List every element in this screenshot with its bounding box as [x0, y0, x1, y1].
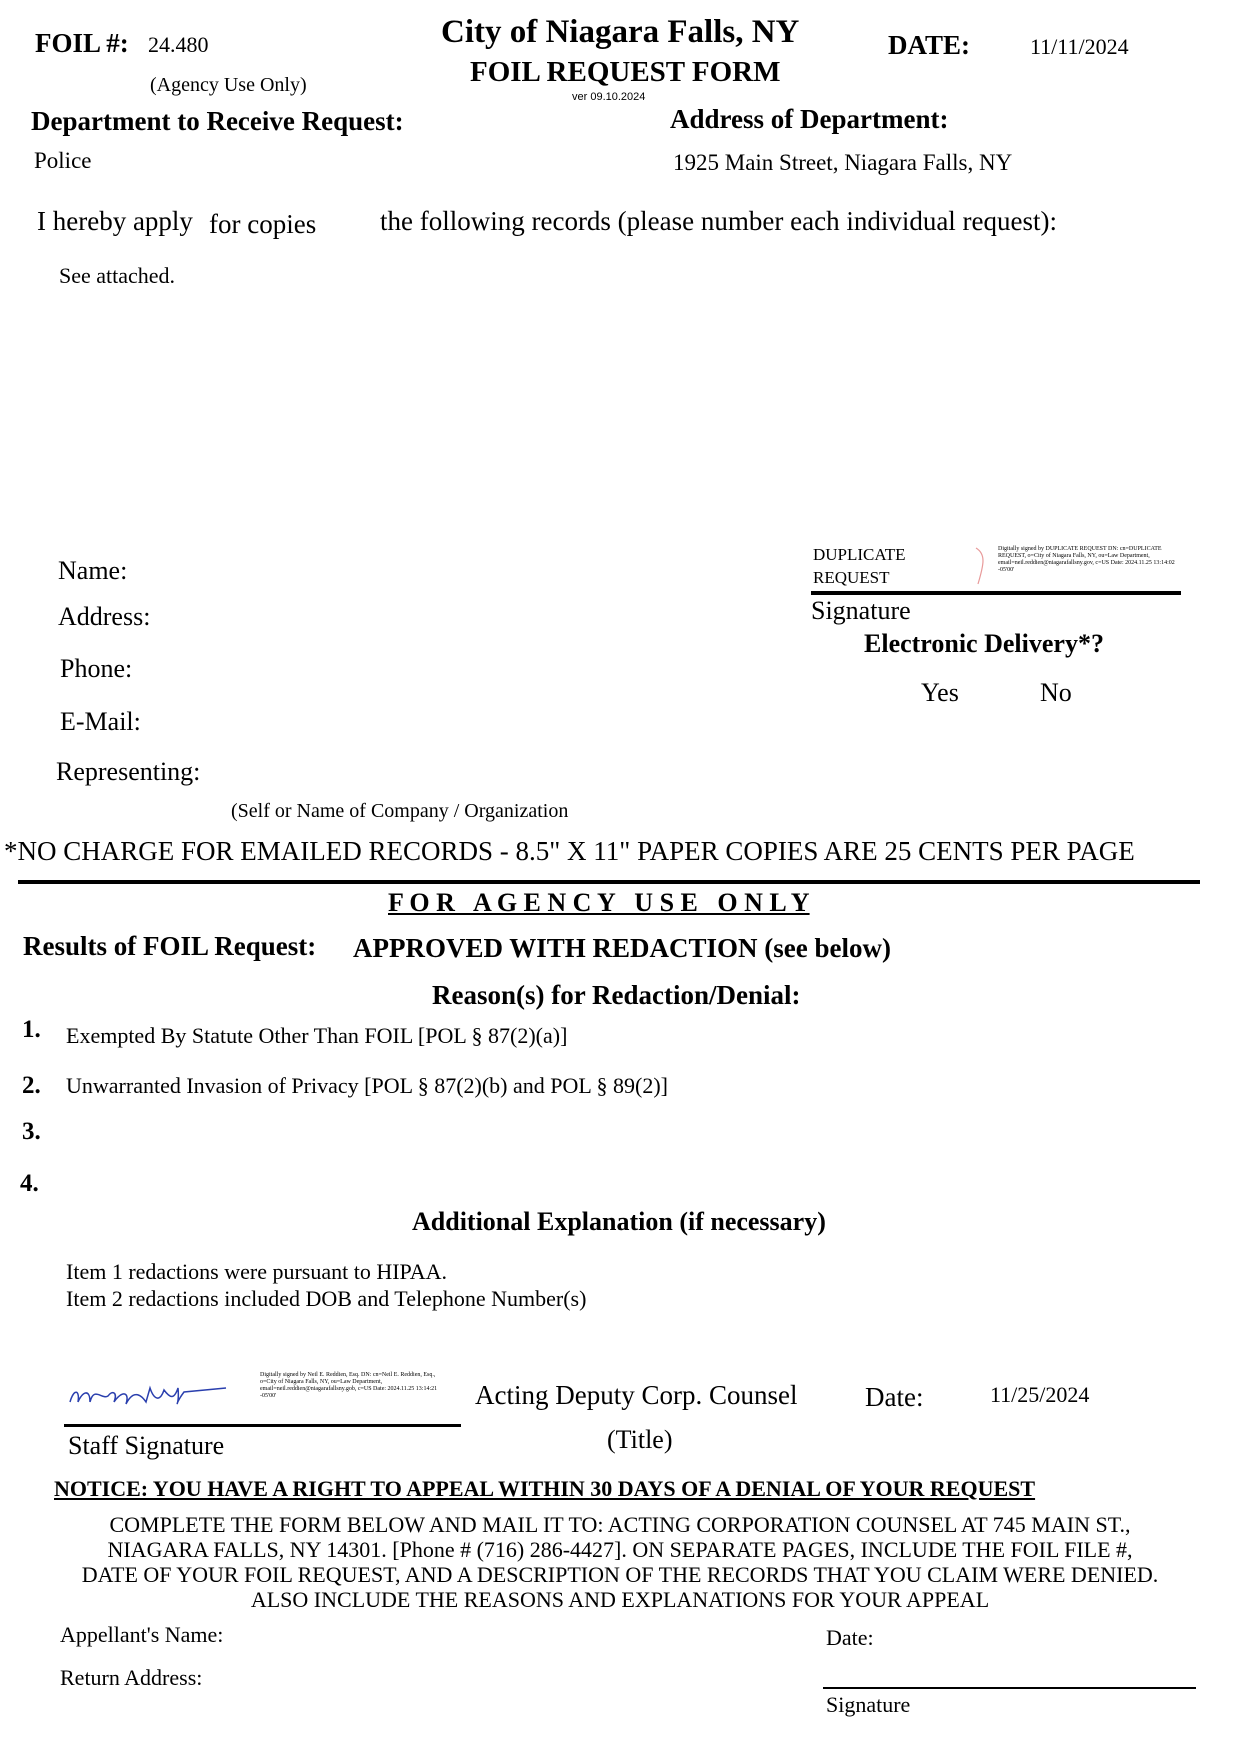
name-label: Name: — [58, 556, 128, 585]
return-address-label: Return Address: — [60, 1665, 203, 1690]
appeal-notice: NOTICE: YOU HAVE A RIGHT TO APPEAL WITHIN 30 DAYS OF A DENIAL OF YOUR REQUEST — [54, 1476, 1036, 1501]
form-version: ver 09.10.2024 — [572, 91, 646, 103]
phone-label: Phone: — [60, 654, 133, 683]
reasons-heading: Reason(s) for Redaction/Denial: — [432, 980, 801, 1010]
signature-flourish-icon — [970, 544, 1000, 588]
department-address-label: Address of Department: — [670, 104, 949, 134]
foil-number-label: FOIL #: — [35, 28, 129, 58]
reason-number-3: 3. — [22, 1118, 41, 1145]
charge-notice: *NO CHARGE FOR EMAILED RECORDS - 8.5" X 11" PAPER COPIES ARE 25 CENTS PER PAGE — [4, 836, 1135, 866]
results-value[interactable]: APPROVED WITH REDACTION (see below) — [353, 933, 891, 963]
signature-line — [811, 591, 1181, 595]
digital-signature-text: Digitally signed by DUPLICATE REQUEST DN: cn=DUPLICATE REQUEST, o=City of Niagara Falls, NY, ou=Law Department, email=neil.reddien@niagarafallsny.gov, c=US Date: 2024.11.25 13:14:02 -05'00' — [998, 546, 1175, 573]
foil-number-value[interactable]: 24.480 — [148, 32, 209, 57]
date-label: DATE: — [888, 30, 971, 60]
appeal-signature-line — [823, 1687, 1196, 1689]
reason-number-4: 4. — [20, 1170, 39, 1197]
department-receive-label: Department to Receive Request: — [31, 106, 404, 136]
staff-signature-line — [64, 1424, 461, 1427]
apply-text-part2: for copies — [209, 209, 317, 239]
form-title: FOIL REQUEST FORM — [470, 56, 781, 88]
signer-name-line1: DUPLICATE — [813, 545, 906, 564]
title-label: (Title) — [607, 1425, 673, 1454]
appeal-signature-label[interactable]: Signature — [826, 1692, 911, 1717]
staff-date-value[interactable]: 11/25/2024 — [990, 1382, 1090, 1407]
reason-number-2: 2. — [22, 1072, 41, 1099]
staff-digital-signature-text: Digitally signed by Neil E. Reddien, Esq. DN: cn=Neil E. Reddien, Esq., o=City of Niagara Falls, NY, ou=Law Department, email=neil.reddien@niagarafallsny.gob, c=US Date: 2024.11.25 13:14:21 -05'00' — [260, 1372, 438, 1399]
results-label: Results of FOIL Request: — [23, 931, 317, 961]
explanation-line-2[interactable]: Item 2 redactions included DOB and Telephone Number(s) — [66, 1286, 587, 1311]
request-body[interactable]: See attached. — [59, 263, 176, 288]
electronic-delivery-no[interactable]: No — [1040, 678, 1072, 707]
reason-number-1: 1. — [22, 1016, 41, 1043]
email-label: E-Mail: — [60, 707, 141, 736]
staff-signature-label[interactable]: Staff Signature — [68, 1431, 225, 1460]
electronic-delivery-label: Electronic Delivery*? — [864, 629, 1104, 658]
appeal-instructions-line-4: ALSO INCLUDE THE REASONS AND EXPLANATIONS FOR YOUR APPEAL — [250, 1587, 990, 1612]
signature-label[interactable]: Signature — [811, 596, 911, 625]
agency-use-note: (Agency Use Only) — [150, 74, 307, 96]
explanation-heading: Additional Explanation (if necessary) — [412, 1207, 826, 1236]
city-title: City of Niagara Falls, NY — [441, 14, 800, 50]
representing-note: (Self or Name of Company / Organization — [231, 800, 569, 822]
signer-name-line2: REQUEST — [813, 568, 890, 587]
appeal-instructions-line-1: COMPLETE THE FORM BELOW AND MAIL IT TO: ACTING CORPORATION COUNSEL AT 745 MAIN ST., — [109, 1512, 1131, 1537]
agency-use-heading: F O R A G E N C Y U S E O N L Y — [388, 888, 810, 917]
reason-text-2[interactable]: Unwarranted Invasion of Privacy [POL § 87(2)(b) and POL § 89(2)] — [66, 1073, 668, 1098]
appellant-name-label: Appellant's Name: — [60, 1622, 224, 1647]
address-label: Address: — [58, 602, 151, 631]
staff-title[interactable]: Acting Deputy Corp. Counsel — [475, 1380, 798, 1410]
department-address-value[interactable]: 1925 Main Street, Niagara Falls, NY — [673, 150, 1013, 175]
department-value[interactable]: Police — [34, 148, 92, 173]
request-date-value[interactable]: 11/11/2024 — [1030, 34, 1129, 59]
explanation-line-1[interactable]: Item 1 redactions were pursuant to HIPAA. — [66, 1259, 448, 1284]
section-divider — [18, 880, 1200, 884]
apply-text-part3: the following records (please number each individual request): — [380, 206, 1058, 236]
staff-date-label: Date: — [865, 1382, 924, 1412]
appeal-date-label: Date: — [826, 1625, 874, 1650]
appeal-instructions-line-3: DATE OF YOUR FOIL REQUEST, AND A DESCRIPTION OF THE RECORDS THAT YOU CLAIM WERE DENIED. — [81, 1562, 1159, 1587]
handwritten-signature-icon — [66, 1378, 256, 1412]
apply-text-part1: I hereby apply — [37, 206, 193, 236]
appeal-instructions-line-2: NIAGARA FALLS, NY 14301. [Phone # (716) 286-4427]. ON SEPARATE PAGES, INCLUDE THE FOIL FILE #, — [107, 1537, 1133, 1562]
electronic-delivery-yes[interactable]: Yes — [921, 678, 959, 707]
representing-label: Representing: — [56, 757, 201, 786]
reason-text-1[interactable]: Exempted By Statute Other Than FOIL [POL § 87(2)(a)] — [66, 1023, 568, 1048]
